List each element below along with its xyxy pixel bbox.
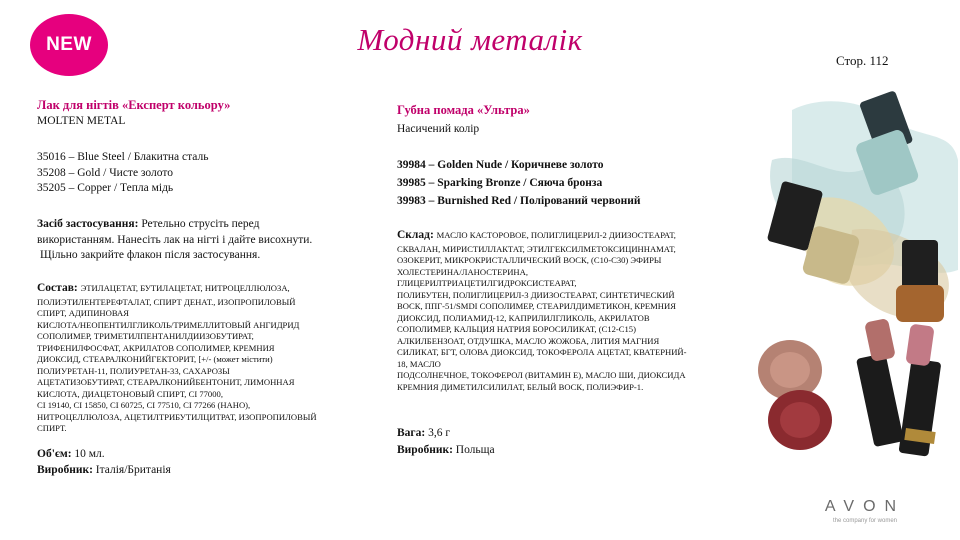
nail-polish-subtitle: MOLTEN METAL [37, 114, 126, 127]
maker-value: Італія/Британія [95, 463, 171, 476]
usage-line: Ретельно струсіть перед [141, 218, 260, 230]
composition-line: КИСЛОТА/НЕОПЕНТИЛГЛИКОЛЬ/ТРИМЕЛЛИТОВЫЙ АНГИДРИД [37, 319, 300, 330]
composition-line: ПОЛИУРЕТАН-11, ПОЛИУРЕТАН-33, САХАРОЗЫ [37, 365, 230, 376]
nail-polish-composition [37, 281, 372, 435]
composition-line: ХОЛЕСТЕРИНА/ЛАНОСТЕРИНА, [397, 266, 528, 277]
maker-label: Виробник: [397, 444, 453, 456]
composition-line: ДИОКСИД, ПОЛИАМИД-12, КАПРИЛИЛГЛИКОЛЬ, АКРИЛАТОВ [397, 312, 650, 323]
usage-line: Щільно закрийте флакон після застосування. [40, 249, 261, 261]
composition-line: СОПОЛИМЕР, ТРИМЕТИЛПЕНТАНИЛДИИЗОБУТИРАТ, [37, 331, 254, 341]
composition-line: КИСЛОТА, ДИАЦЕТОНОВЫЙ СПИРТ, CI 77000, [37, 388, 223, 399]
composition-line: ЭТИЛАЦЕТАТ, БУТИЛАЦЕТАТ, НИТРОЦЕЛЛЮЛОЗА, [80, 283, 290, 293]
composition-line: СКВАЛАН, МИРИСТИЛЛАКТАТ, ЭТИЛГЕКСИЛМЕТОКСИЦИННАМАТ, [397, 243, 676, 254]
composition-line: ПОДСОЛНЕЧНОЕ, ТОКОФЕРОЛ (ВИТАМИН E), МАСЛО ШИ, ДИОКСИДА [397, 370, 686, 380]
usage-instructions [37, 217, 367, 264]
composition-line: ДИОКСИД, СТЕАРАЛКОНИЙГЕКТОРИТ, [+/- (может містити) [37, 354, 273, 364]
usage-label: Засіб застосування: [37, 218, 139, 230]
nail-polish-header [37, 98, 367, 129]
lipstick-header [397, 103, 737, 137]
page-title: Модний металік [357, 22, 583, 57]
composition-line: АЛКИЛБЕНЗОАТ, ОТДУШКА, МАСЛО ЖОЖОБА, ЛИТИЯ МАГНИЯ [397, 335, 660, 346]
shade-line: 35208 – Gold / Чисте золото [37, 166, 173, 179]
composition-line: НИТРОЦЕЛЛЮЛОЗА, АЦЕТИЛТРИБУТИЛЦИТРАТ, ИЗОПРОПИЛОВЫЙ [37, 411, 317, 422]
lipstick-illustration [750, 310, 956, 472]
lipstick-photo [750, 310, 956, 472]
new-badge: NEW [30, 14, 108, 76]
composition-line: СПИРТ, АДИПИНОВАЯ [37, 308, 129, 318]
composition-line: ПОЛИБУТЕН, ПОЛИГЛИЦЕРИЛ-3 ДИИЗОСТЕАРАТ, СИНТЕТИЧЕСКИЙ [397, 289, 675, 300]
lipstick-shades [397, 156, 747, 210]
nail-polish-illustration [752, 90, 958, 322]
weight-value: 3,6 г [428, 427, 451, 439]
composition-line: ТРИФЕНИЛФОСФАТ, АКРИЛАТОВ СОПОЛИМЕР, КРЕМНИЯ [37, 342, 275, 353]
lipstick-title: Губна помада «Ультра» [397, 103, 530, 117]
lipstick-details [397, 425, 737, 459]
volume-label: Об'єм: [37, 448, 72, 460]
lipstick-composition [397, 228, 747, 393]
avon-tagline: the company for women [832, 518, 898, 524]
nail-polish-details [37, 447, 367, 478]
composition-label: Состав: [37, 282, 78, 294]
composition-line: ПОЛИЭТИЛЕНТЕРЕФТАЛАТ, СПИРТ ДЕНАТ., ИЗОПРОПИЛОВЫЙ [37, 296, 296, 307]
nail-polish-shades [37, 150, 367, 197]
composition-line: МАСЛО КАСТОРОВОЕ, ПОЛИГЛИЦЕРИЛ-2 ДИИЗОСТЕАРАТ, [436, 230, 676, 240]
lipstick-subtitle: Насичений колір [397, 122, 480, 135]
composition-line: СОПОЛИМЕР, КАЛЬЦИЯ НАТРИЯ БОРОСИЛИКАТ, (C12-C15) [397, 324, 636, 334]
shade-line: 39983 – Burnished Red / Полірований червоний [397, 195, 641, 207]
avon-wordmark: AVON [824, 498, 906, 515]
composition-line: КРЕМНИЯ ДИМЕТИЛСИЛИЛАТ, БЕЛЫЙ ВОСК, ПОЛИЭФИР-1. [397, 381, 644, 392]
shade-line: 39985 – Sparking Bronze / Сяюча бронза [397, 177, 603, 189]
composition-line: ОЗОКЕРИТ, МИКРОКРИСТАЛЛИЧЕСКИЙ ВОСК, (C10-C30) ЭФИРЫ [397, 255, 662, 265]
page-number: Стор. 112 [836, 53, 889, 68]
avon-logo [790, 498, 940, 524]
composition-line: ВОСК, ППГ-51/SMDI СОПОЛИМЕР, СТЕАРИЛДИМЕТИКОН, КРЕМНИЯ [397, 301, 676, 311]
nail-polish-photo [752, 90, 958, 322]
shade-line: 35205 – Copper / Тепла мідь [37, 182, 174, 194]
usage-line: використанням. Нанесіть лак на нігті і дайте висохнути. [37, 233, 313, 246]
nail-polish-title: Лак для нігтів «Експерт кольору» [37, 98, 231, 112]
composition-label: Склад: [397, 229, 434, 241]
maker-label: Виробник: [37, 463, 93, 476]
shade-line: 39984 – Golden Nude / Коричневе золото [397, 159, 604, 171]
shade-line: 35016 – Blue Steel / Блакитна сталь [37, 151, 209, 163]
composition-line: СИЛИКАТ, БГТ, ОЛОВА ДИОКСИД, ТОКОФЕРОЛА АЦЕТАТ, КВАТЕРНИЙ- [397, 347, 687, 357]
composition-line: 18, МАСЛО [397, 358, 441, 369]
composition-line: CI 19140, CI 15850, CI 60725, CI 77510, CI 77266 (НАНО), [37, 400, 251, 410]
composition-line: ГЛИЦЕРИЛТРИАЦЕТИЛГИДРОКСИСТЕАРАТ, [397, 278, 577, 288]
composition-line: АЦЕТАТИЗОБУТИРАТ, СТЕАРАЛКОНИЙБЕНТОНИТ, ЛИМОННАЯ [37, 377, 295, 387]
weight-label: Вага: [397, 427, 426, 439]
composition-line: СПИРТ. [37, 423, 67, 433]
maker-value: Польща [455, 444, 495, 456]
volume-value: 10 мл. [74, 448, 105, 460]
